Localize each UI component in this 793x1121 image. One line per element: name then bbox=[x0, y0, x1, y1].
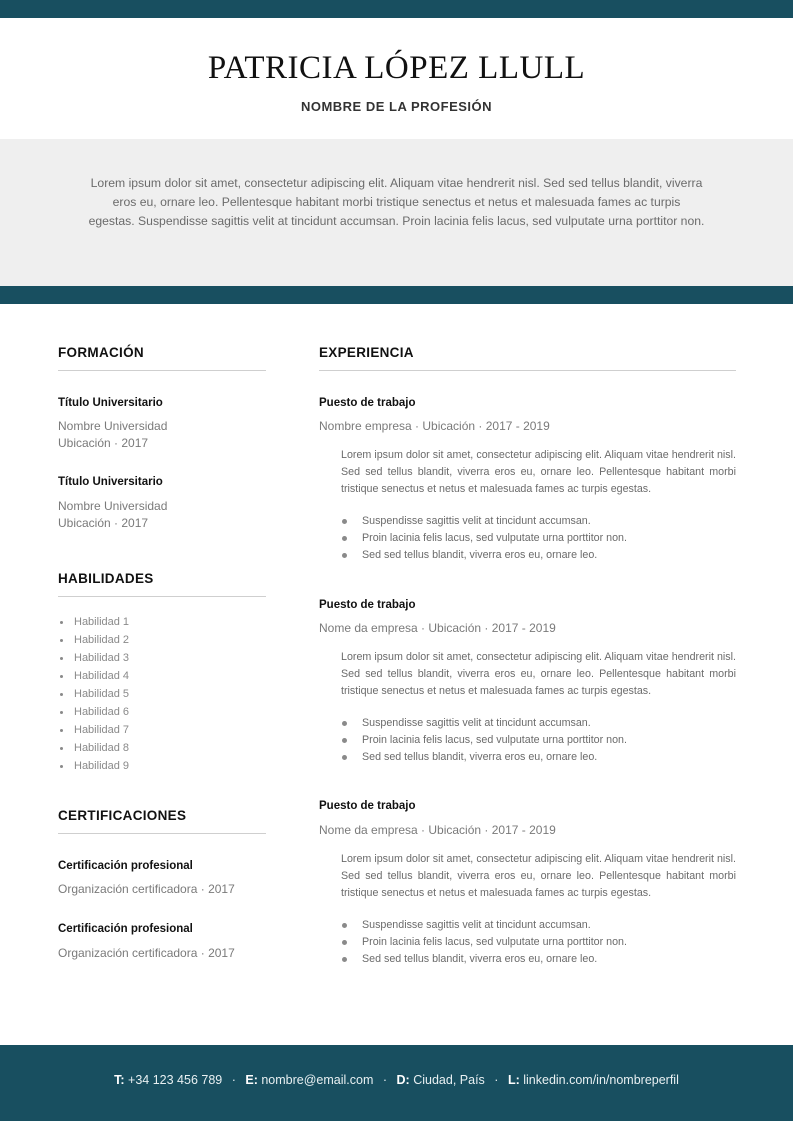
skill-item: Habilidad 2 bbox=[58, 631, 129, 649]
job-bullet: Sed sed tellus blandit, viverra eros eu, ornare leo. bbox=[341, 951, 627, 968]
job-description: Lorem ipsum dolor sit amet, consectetur adipiscing elit. Aliquam vitae hendrerit nisl. Sed sed tellus blandit, viverra eros eu, ornare leo. Pellentesque habitant morbi tristique senectus et netus et malesuada fames ac turpis egestas. bbox=[341, 853, 736, 899]
divider-accent-bar bbox=[0, 286, 793, 304]
skill-item: Habilidad 7 bbox=[58, 721, 129, 739]
section-title-habilidades: HABILIDADES bbox=[58, 571, 154, 586]
candidate-name: PATRICIA LÓPEZ LLULL bbox=[207, 50, 586, 86]
job-bullet: Proin lacinia felis lacus, sed vulputate urna porttitor non. bbox=[341, 732, 627, 749]
phone-value[interactable]: +34 123 456 789 bbox=[128, 1073, 223, 1087]
job-bullet: Suspendisse sagittis velit at tincidunt accumsan. bbox=[341, 715, 627, 732]
skill-item: Habilidad 9 bbox=[58, 757, 129, 775]
job-title: Puesto de trabajo bbox=[319, 800, 416, 812]
job-bullet: Sed sed tellus blandit, viverra eros eu, ornare leo. bbox=[341, 547, 627, 564]
address-label: D: bbox=[396, 1073, 410, 1087]
certification-title: Certificación profesional bbox=[58, 923, 193, 935]
skill-item: Habilidad 1 bbox=[58, 613, 129, 631]
skills-list bbox=[58, 613, 129, 775]
job-bullet: Sed sed tellus blandit, viverra eros eu, ornare leo. bbox=[341, 749, 627, 766]
section-rule bbox=[58, 596, 266, 597]
job-company: Nome da empresa · Ubicación · 2017 - 2019 bbox=[319, 621, 556, 635]
linkedin-label: L: bbox=[507, 1073, 520, 1087]
education-institution: Nombre Universidad bbox=[58, 419, 168, 433]
email-value[interactable]: nombre@email.com bbox=[261, 1073, 374, 1087]
certification-title: Certificación profesional bbox=[58, 860, 193, 872]
job-bullet: Proin lacinia felis lacus, sed vulputate urna porttitor non. bbox=[341, 530, 627, 547]
section-title-experiencia: EXPERIENCIA bbox=[319, 345, 414, 360]
job-title: Puesto de trabajo bbox=[319, 599, 416, 611]
profession-title: NOMBRE DE LA PROFESIÓN bbox=[300, 99, 493, 114]
skill-item: Habilidad 4 bbox=[58, 667, 129, 685]
email-label: E: bbox=[245, 1073, 258, 1087]
address-value: Ciudad, País bbox=[413, 1073, 485, 1087]
contact-separator: · bbox=[494, 1073, 499, 1087]
job-bullet: Proin lacinia felis lacus, sed vulputate urna porttitor non. bbox=[341, 934, 627, 951]
job-description: Lorem ipsum dolor sit amet, consectetur adipiscing elit. Aliquam vitae hendrerit nisl. Sed sed tellus blandit, viverra eros eu, ornare leo. Pellentesque habitant morbi tristique senectus et netus et malesuada fames ac turpis egestas. bbox=[341, 449, 736, 495]
section-rule bbox=[319, 370, 736, 371]
contact-separator: · bbox=[231, 1073, 236, 1087]
job-title: Puesto de trabajo bbox=[319, 397, 416, 409]
top-accent-bar bbox=[0, 0, 793, 18]
summary-text: Lorem ipsum dolor sit amet, consectetur adipiscing elit. Aliquam vitae hendrerit nisl. Sed sed tellus blandit, viverra eros eu, ornare leo. Pellentesque habitant morbi tristique senectus et netus et malesuada fames ac turpis egestas. Suspendisse sagittis velit at tincidunt accumsan. Proin lacinia felis lacus, sed vulputate urna porttitor non. bbox=[88, 176, 705, 228]
job-bullet: Suspendisse sagittis velit at tincidunt accumsan. bbox=[341, 513, 627, 530]
job-company: Nombre empresa · Ubicación · 2017 - 2019 bbox=[319, 419, 550, 433]
job-bullet: Suspendisse sagittis velit at tincidunt accumsan. bbox=[341, 917, 627, 934]
job-description: Lorem ipsum dolor sit amet, consectetur adipiscing elit. Aliquam vitae hendrerit nisl. Sed sed tellus blandit, viverra eros eu, ornare leo. Pellentesque habitant morbi tristique senectus et netus et malesuada fames ac turpis egestas. bbox=[341, 651, 736, 697]
skill-item: Habilidad 8 bbox=[58, 739, 129, 757]
job-company: Nome da empresa · Ubicación · 2017 - 2019 bbox=[319, 823, 556, 837]
job-bullets bbox=[341, 513, 627, 563]
phone-label: T: bbox=[114, 1073, 125, 1087]
education-institution: Nombre Universidad bbox=[58, 499, 168, 513]
skill-item: Habilidad 6 bbox=[58, 703, 129, 721]
skill-item: Habilidad 5 bbox=[58, 685, 129, 703]
section-title-certificaciones: CERTIFICACIONES bbox=[58, 808, 187, 823]
education-title: Título Universitario bbox=[58, 397, 163, 409]
contact-line bbox=[0, 1073, 793, 1087]
education-title: Título Universitario bbox=[58, 476, 163, 488]
job-bullets bbox=[341, 917, 627, 967]
section-rule bbox=[58, 833, 266, 834]
certification-detail: Organización certificadora · 2017 bbox=[58, 946, 235, 960]
education-detail: Ubicación · 2017 bbox=[58, 516, 149, 530]
linkedin-value[interactable]: linkedin.com/in/nombreperfil bbox=[523, 1073, 679, 1087]
certification-detail: Organización certificadora · 2017 bbox=[58, 882, 235, 896]
contact-separator: · bbox=[382, 1073, 388, 1087]
job-bullets bbox=[341, 715, 627, 765]
section-rule bbox=[58, 370, 266, 371]
education-detail: Ubicación · 2017 bbox=[58, 436, 149, 450]
section-title-formacion: FORMACIÓN bbox=[58, 345, 144, 360]
skill-item: Habilidad 3 bbox=[58, 649, 129, 667]
